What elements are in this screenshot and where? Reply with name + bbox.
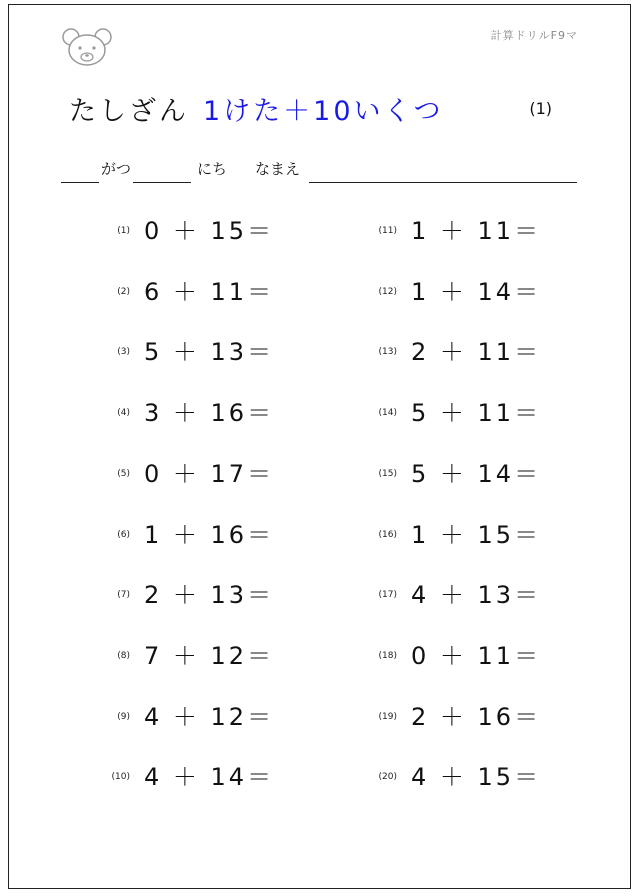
problem-number: (11) [378, 226, 397, 236]
problem-expression: 1 ＋ 16＝ [144, 521, 275, 549]
problem-expression: 3 ＋ 16＝ [144, 399, 275, 427]
problem-number: (1) [117, 226, 130, 236]
problem-number: (4) [117, 408, 130, 418]
date-name-row [61, 157, 577, 183]
problem-item [378, 396, 542, 430]
name-label: なまえ [255, 160, 301, 178]
problem-expression: 2 ＋ 16＝ [411, 703, 542, 731]
problem-item [378, 214, 542, 248]
bear-logo-icon [61, 25, 113, 69]
month-label: がつ [101, 160, 132, 178]
problem-item [117, 275, 275, 309]
problem-item [117, 457, 275, 491]
problem-item [117, 578, 275, 612]
day-blank[interactable] [133, 182, 191, 183]
problem-number: (18) [378, 651, 397, 661]
problem-item [378, 518, 542, 552]
problem-number: (3) [117, 347, 130, 357]
problem-item [117, 396, 275, 430]
problem-expression: 5 ＋ 13＝ [144, 338, 275, 366]
problem-number: (8) [117, 651, 130, 661]
problem-item [117, 700, 275, 734]
problem-expression: 4 ＋ 13＝ [411, 581, 542, 609]
title-sub: 1けた＋10いくつ [203, 96, 444, 127]
problem-expression: 2 ＋ 11＝ [411, 338, 542, 366]
problem-number: (5) [117, 469, 130, 479]
problem-number: (6) [117, 530, 130, 540]
problem-expression: 0 ＋ 15＝ [144, 217, 275, 245]
problem-expression: 2 ＋ 13＝ [144, 581, 275, 609]
problem-expression: 1 ＋ 11＝ [411, 217, 542, 245]
problem-number: (19) [378, 712, 397, 722]
worksheet [8, 4, 631, 889]
problem-expression: 4 ＋ 14＝ [144, 763, 275, 791]
sheet-number: (1) [529, 99, 552, 118]
brand-text: 計算ドリルF9マ [490, 29, 578, 42]
page-title [69, 89, 444, 128]
problem-expression: 5 ＋ 14＝ [411, 460, 542, 488]
problem-number: (15) [378, 469, 397, 479]
problem-expression: 4 ＋ 15＝ [411, 763, 542, 791]
problem-number: (20) [378, 772, 397, 782]
problem-item [111, 760, 275, 794]
problem-number: (7) [117, 590, 130, 600]
problem-number: (12) [378, 287, 397, 297]
month-blank[interactable] [61, 182, 99, 183]
problem-expression: 1 ＋ 14＝ [411, 278, 542, 306]
problem-item [378, 700, 542, 734]
problem-item [117, 518, 275, 552]
problem-number: (14) [378, 408, 397, 418]
problem-number: (10) [111, 772, 130, 782]
problem-expression: 6 ＋ 11＝ [144, 278, 275, 306]
problem-item [378, 578, 542, 612]
problem-number: (13) [378, 347, 397, 357]
problem-item [378, 275, 542, 309]
problem-item [117, 335, 275, 369]
problem-item [378, 639, 542, 673]
problem-expression: 0 ＋ 17＝ [144, 460, 275, 488]
problem-number: (2) [117, 287, 130, 297]
problem-expression: 7 ＋ 12＝ [144, 642, 275, 670]
title-main: たしざん [69, 96, 189, 127]
problem-expression: 0 ＋ 11＝ [411, 642, 542, 670]
problem-number: (9) [117, 712, 130, 722]
day-label: にち [197, 160, 228, 178]
problem-item [117, 214, 275, 248]
problem-item [378, 335, 542, 369]
problem-expression: 4 ＋ 12＝ [144, 703, 275, 731]
problem-expression: 1 ＋ 15＝ [411, 521, 542, 549]
problem-expression: 5 ＋ 11＝ [411, 399, 542, 427]
problem-number: (17) [378, 590, 397, 600]
problem-number: (16) [378, 530, 397, 540]
problem-item [378, 457, 542, 491]
name-blank[interactable] [309, 182, 577, 183]
problem-item [117, 639, 275, 673]
problem-item [378, 760, 542, 794]
